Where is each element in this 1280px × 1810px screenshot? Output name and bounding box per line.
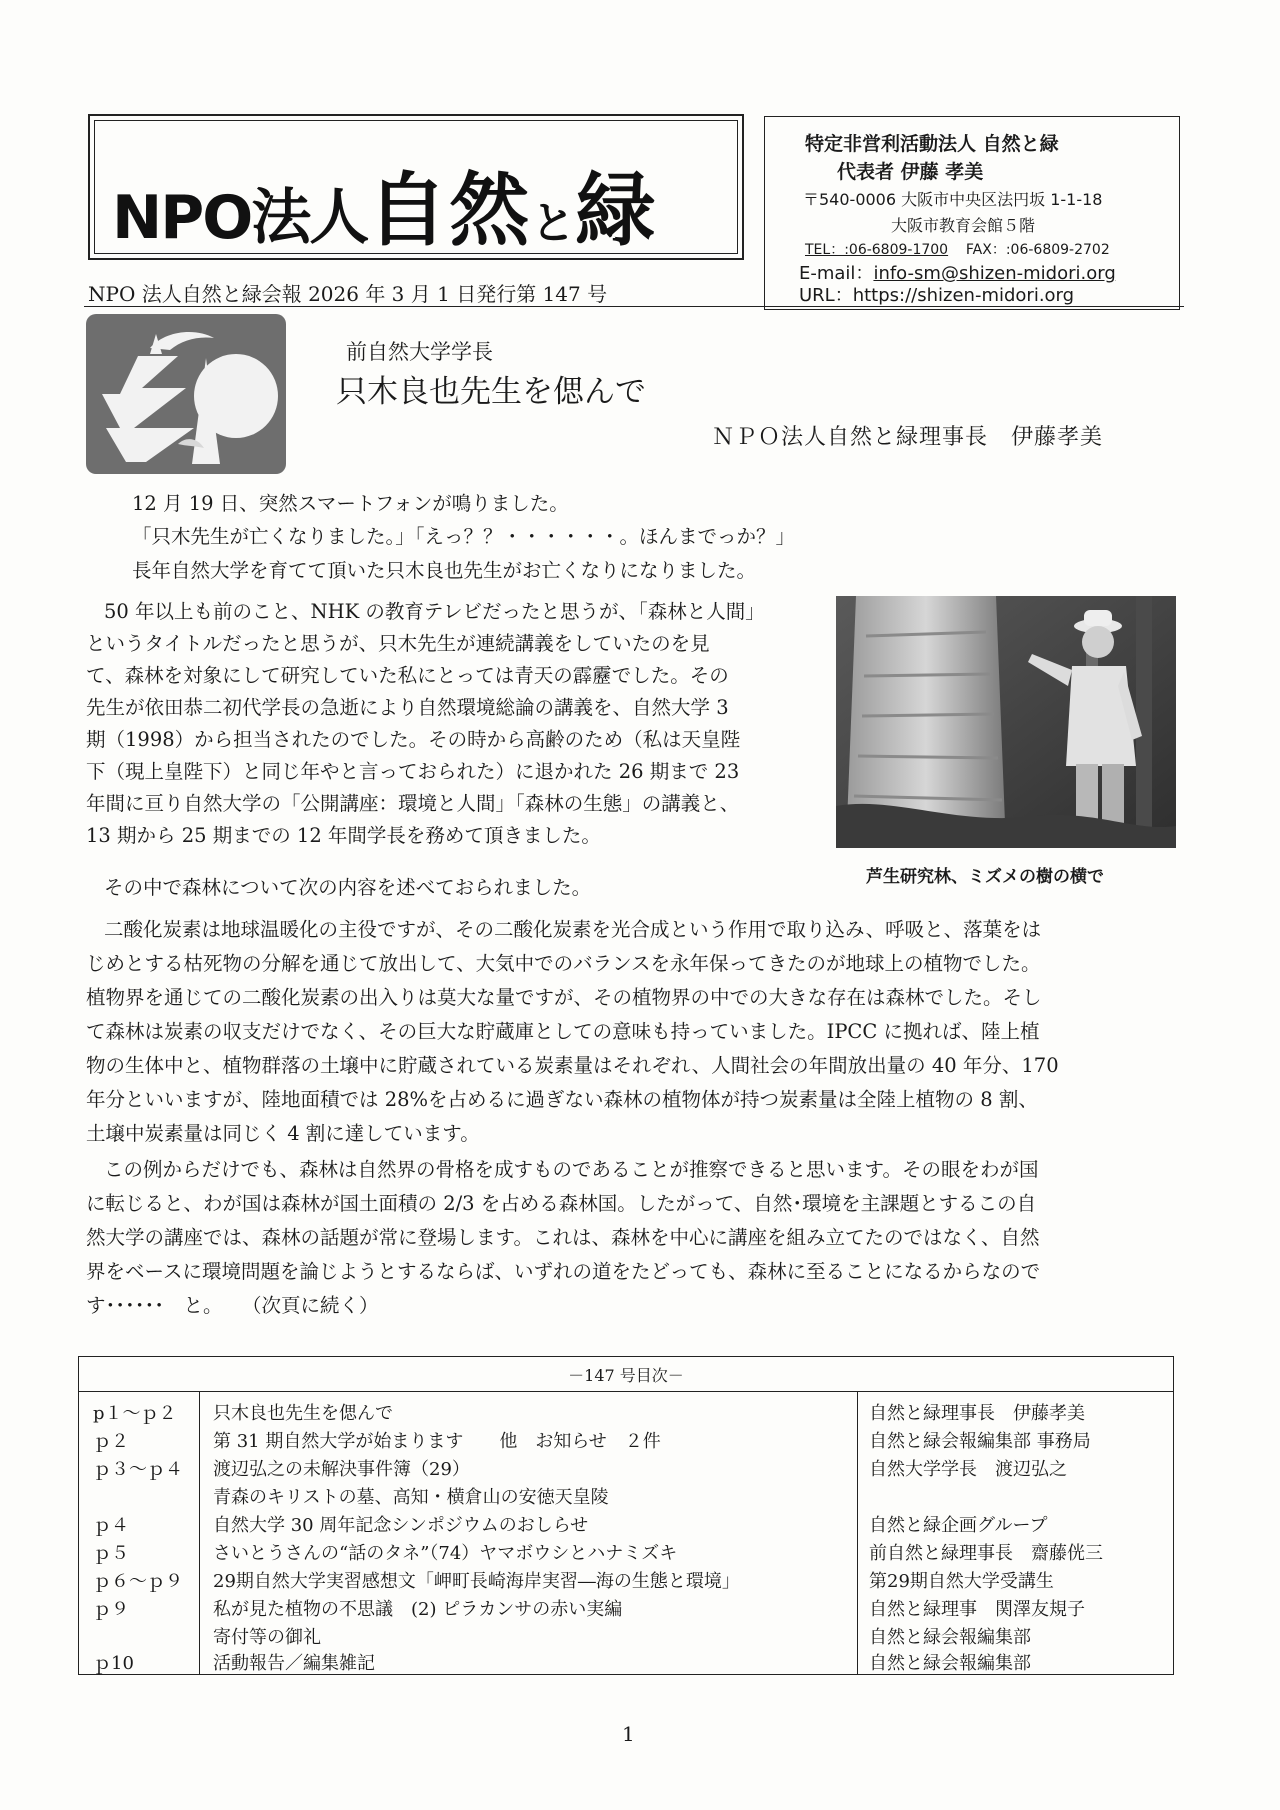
body-line: 植物界を通じての二酸化炭素の出入りは莫大な量ですが、その植物界の中での大きな存在は森林でした。そし xyxy=(86,986,1042,1009)
masthead-shizen: 自然 xyxy=(367,164,532,257)
body-line: 然大学の講座では、森林の話題が常に登場します。これは、森林を中心に講座を組み立てたのではなく、自然 xyxy=(86,1226,1040,1249)
toc-author: 第29期自然大学受講生 xyxy=(869,1571,1054,1592)
toc-header-rule xyxy=(79,1391,1173,1392)
toc-row[interactable] xyxy=(79,1567,1173,1595)
page-number: 1 xyxy=(622,1722,635,1746)
toc-title-cell: 青森のキリストの墓、高知・横倉山の安徳天皇陵 xyxy=(213,1487,609,1508)
body-line: 先生が依田恭二初代学長の急逝により自然環境総論の講義を、自然大学 3 xyxy=(86,696,729,719)
org-representative: 代表者 伊藤 孝美 xyxy=(837,161,984,183)
toc-title-cell: 活動報告／編集雑記 xyxy=(213,1653,375,1674)
toc-page: ｐ６～ｐ９ xyxy=(93,1571,183,1592)
body-line: じめとする枯死物の分解を通じて放出して、大気中でのバランスを永年保ってきたのが地球上の植物でした。 xyxy=(86,952,1041,975)
photo-caption: 芦生研究林、ミズメの樹の横で xyxy=(866,867,1104,887)
toc-page: p１～ｐ２ xyxy=(93,1403,177,1424)
body-line: に転じると、わが国は森林が国土面積の 2/3 を占める森林国。したがって、自然･環境を主課題とするこの自 xyxy=(86,1192,1037,1215)
org-name: 特定非営利活動法人 自然と緑 xyxy=(805,133,1059,155)
toc-title: －147 号目次－ xyxy=(568,1366,684,1385)
toc-author: 自然と緑理事 関澤友規子 xyxy=(869,1599,1085,1620)
toc-row[interactable] xyxy=(79,1623,1173,1651)
toc-row[interactable] xyxy=(79,1649,1173,1677)
toc-row[interactable] xyxy=(79,1455,1173,1483)
toc-title-cell: 只木良也先生を偲んで xyxy=(213,1403,393,1424)
body-line: す･･････ と。 （次頁に続く） xyxy=(86,1294,379,1317)
body-line: 年間に亘り自然大学の「公開講座：環境と人間」「森林の生態」の講義と、 xyxy=(86,792,740,815)
toc-row[interactable] xyxy=(79,1539,1173,1567)
body-line: この例からだけでも、森林は自然界の骨格を成すものであることが推察できると思います。その眼をわが国 xyxy=(104,1158,1039,1181)
body-line: て、森林を対象にして研究していた私にとっては青天の霹靂でした。その xyxy=(86,664,729,687)
toc-author: 自然大学学長 渡辺弘之 xyxy=(869,1459,1067,1480)
intro-line-2: 「只木先生が亡くなりました。」「えっ？？・・・・・・。ほんまでっか？」 xyxy=(132,525,796,548)
body-line: 物の生体中と、植物群落の土壌中に貯蔵されている炭素量はそれぞれ、人間社会の年間放出量の 40 年分、170 xyxy=(86,1054,1059,1077)
toc-page: ｐ５ xyxy=(93,1543,129,1564)
body-line: というタイトルだったと思うが、只木先生が連続講義をしていたのを見 xyxy=(86,632,710,655)
toc-row[interactable] xyxy=(79,1427,1173,1455)
body-line: 土壌中炭素量は同じく 4 割に達しています。 xyxy=(86,1122,480,1145)
toc-page: ｐ10 xyxy=(93,1653,134,1674)
org-email-link[interactable]: info-sm@shizen-midori.org xyxy=(873,263,1116,284)
org-address-1: 〒540-0006 大阪市中央区法円坂 1-1-18 xyxy=(803,190,1103,209)
toc-row[interactable] xyxy=(79,1399,1173,1427)
toc-author: 自然と緑理事長 伊藤孝美 xyxy=(869,1403,1085,1424)
org-phone-fax xyxy=(805,239,1110,259)
toc-row[interactable] xyxy=(79,1483,1173,1511)
toc-page: ｐ２ xyxy=(93,1431,129,1452)
toc-author: 自然と緑会報編集部 事務局 xyxy=(869,1431,1091,1452)
masthead-title xyxy=(112,146,657,261)
body-line: 13 期から 25 期までの 12 年間学長を務めて頂きました。 xyxy=(86,824,601,847)
org-tel: TEL：:06-6809-1700 xyxy=(805,242,949,258)
toc-title-cell: 29期自然大学実習感想文「岬町長崎海岸実習―海の生態と環境」 xyxy=(213,1571,740,1592)
masthead-to: と xyxy=(531,198,576,249)
body-line: 50 年以上も前のこと、NHK の教育テレビだったと思うが、「森林と人間」 xyxy=(104,600,765,623)
toc-title-cell: 自然大学 30 周年記念シンポジウムのおしらせ xyxy=(213,1515,589,1536)
article-kicker: 前自然大学学長 xyxy=(346,340,493,364)
org-url-link[interactable]: URL：https://shizen-midori.org xyxy=(799,285,1075,306)
masthead-midori: 緑 xyxy=(575,164,658,257)
toc-title-cell: 私が見た植物の不思議 (2) ピラカンサの赤い実編 xyxy=(213,1599,623,1620)
article-photo xyxy=(836,596,1176,848)
article-author: ＮＰＯ法人自然と緑理事長 伊藤孝美 xyxy=(712,425,1104,450)
toc-author: 自然と緑会報編集部 xyxy=(869,1627,1031,1648)
toc-title-cell: さいとうさんの“話のタネ”（74）ヤマボウシとハナミズキ xyxy=(213,1543,678,1564)
body-line: 下（現上皇陛下）と同じ年やと言っておられた）に退かれた 26 期まで 23 xyxy=(86,760,740,783)
masthead-box xyxy=(88,114,744,260)
issue-line: NPO 法人自然と緑会報 2026 年 3 月 1 日発行第 147 号 xyxy=(88,282,608,306)
toc-author: 自然と緑企画グループ xyxy=(869,1515,1048,1536)
toc-row[interactable] xyxy=(79,1595,1173,1623)
body-line: て森林は炭素の収支だけでなく、その巨大な貯蔵庫としての意味も持っていました。IPCC に拠れば、陸上植 xyxy=(86,1020,1040,1043)
masthead-npo: NPO法人 xyxy=(112,183,368,253)
toc-page: ｐ３～ｐ４ xyxy=(93,1459,183,1480)
org-address-2: 大阪市教育会館５階 xyxy=(891,216,1036,235)
org-email-label: E-mail： xyxy=(799,263,874,284)
body-line: 期（1998）から担当されたのでした。その時から高齢のため（私は天皇陛 xyxy=(86,728,741,751)
toc-row[interactable] xyxy=(79,1511,1173,1539)
org-fax: FAX：:06-6809-2702 xyxy=(965,242,1110,258)
body-line: 年分といいますが、陸地面積では 28%を占めるに過ぎない森林の植物体が持つ炭素量は全陸上植物の 8 割、 xyxy=(86,1088,1038,1111)
toc-title-cell: 渡辺弘之の未解決事件簿（29） xyxy=(213,1459,470,1480)
body-line: 界をベースに環境問題を論じようとするならば、いずれの道をたどっても、森林に至ることになるからなので xyxy=(86,1260,1041,1283)
toc-author: 前自然と緑理事長 齋藤侊三 xyxy=(869,1543,1103,1564)
body-line: 二酸化炭素は地球温暖化の主役ですが、その二酸化炭素を光合成という作用で取り込み、呼吸と、落葉をは xyxy=(104,918,1042,941)
article-title: 只木良也先生を偲んで xyxy=(336,374,646,410)
toc-title-cell: 第 31 期自然大学が始まります 他 お知らせ ２件 xyxy=(213,1431,661,1452)
intro-line-1: 12 月 19 日、突然スマートフォンが鳴りました。 xyxy=(132,492,569,515)
intro-line-3: 長年自然大学を育てて頂いた只木良也先生がお亡くなりになりました。 xyxy=(132,559,757,582)
table-of-contents xyxy=(78,1356,1174,1675)
toc-title-cell: 寄付等の御礼 xyxy=(213,1627,321,1648)
toc-author: 自然と緑会報編集部 xyxy=(869,1653,1031,1674)
toc-page: ｐ９ xyxy=(93,1599,129,1620)
org-logo xyxy=(86,314,286,474)
body-line: その中で森林について次の内容を述べておられました。 xyxy=(104,876,592,899)
toc-page: ｐ４ xyxy=(93,1515,129,1536)
org-info-box xyxy=(764,116,1180,310)
